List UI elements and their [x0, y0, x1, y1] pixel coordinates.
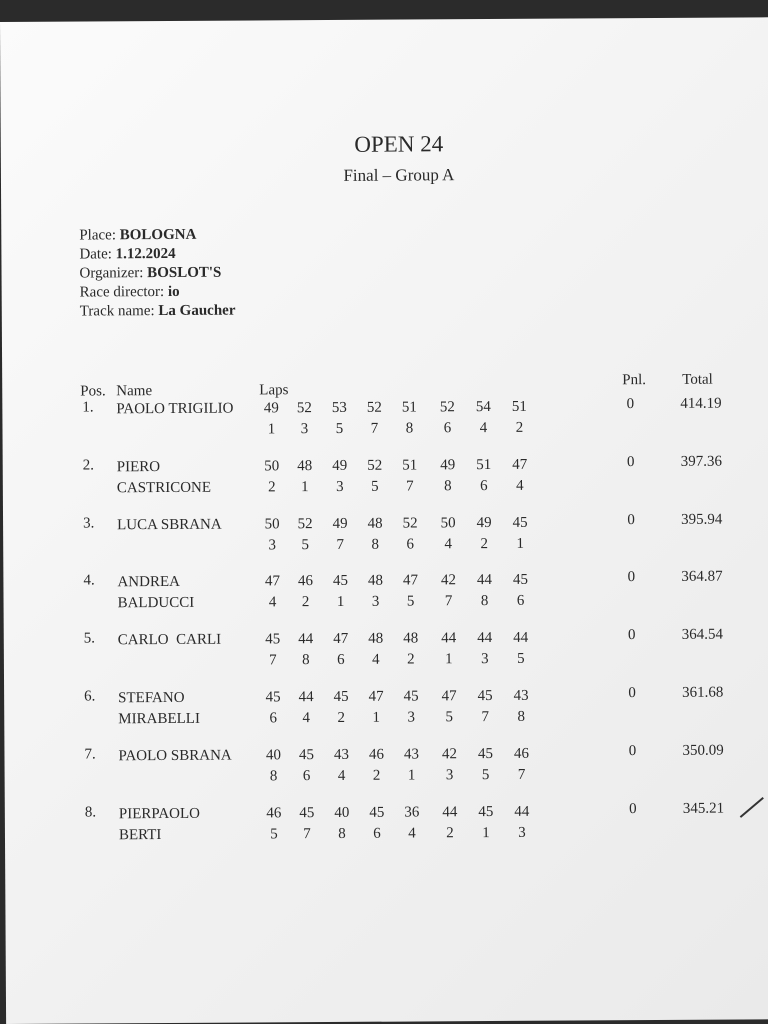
row-penalty: 0 [626, 396, 635, 413]
lane-number: 1 [301, 479, 309, 496]
driver-name-line: PIERO [116, 459, 161, 476]
lap-count: 40 [265, 747, 282, 764]
lap-count: 50 [440, 515, 456, 532]
lap-count: 43 [403, 746, 420, 763]
lap-count: 46 [368, 746, 385, 763]
lane-number: 5 [270, 826, 278, 843]
lane-number: 6 [373, 825, 381, 842]
lane-number: 1 [516, 535, 524, 552]
lane-number: 8 [405, 420, 414, 437]
results-sheet [0, 17, 768, 1024]
lane-number: 2 [372, 767, 381, 784]
lap-count: 44 [514, 803, 530, 820]
lane-number: 2 [301, 594, 310, 611]
driver-name-line: LUCA SBRANA [117, 516, 222, 534]
lap-count: 47 [333, 630, 349, 647]
lap-count: 45 [298, 747, 315, 764]
lap-count: 44 [476, 572, 492, 589]
row-penalty: 0 [628, 743, 637, 760]
lane-number: 7 [370, 420, 379, 437]
lap-count: 52 [439, 399, 455, 416]
row-driver-name [118, 630, 221, 652]
lap-count: 49 [440, 457, 456, 474]
row-total: 397.36 [680, 453, 722, 470]
lap-count: 51 [511, 398, 527, 415]
lane-number: 3 [371, 593, 380, 610]
lap-count: 49 [476, 515, 492, 532]
lap-count: 45 [512, 514, 528, 531]
driver-name-line: PAOLO TRIGILIO [116, 400, 234, 418]
column-header-pnl: Pnl. [622, 372, 647, 389]
lap-count: 49 [332, 515, 348, 532]
lap-count: 45 [265, 689, 281, 706]
lap-count: 50 [264, 516, 280, 533]
column-header-pos: Pos. [80, 383, 106, 400]
row-driver-name [116, 399, 233, 421]
driver-name-line: BERTI [118, 827, 162, 844]
lane-number: 3 [518, 824, 526, 841]
table-row [4, 684, 768, 733]
column-header-total: Total [682, 371, 713, 388]
lap-count: 51 [476, 457, 492, 474]
row-position: 7. [84, 746, 96, 763]
lane-number: 3 [336, 478, 344, 495]
lap-count: 44 [441, 630, 457, 647]
column-header-name: Name [116, 383, 153, 400]
lane-number: 6 [269, 710, 278, 727]
column-header-laps: Laps [259, 382, 289, 399]
lane-number: 4 [372, 651, 380, 668]
driver-name-line: CASTRICONE [116, 479, 212, 497]
lap-count: 52 [367, 457, 383, 474]
driver-name-line: CARLO CARLI [117, 631, 222, 649]
info-track-name: Track name: La Gaucher [79, 302, 236, 320]
driver-name-line: PIERPAOLO [118, 805, 201, 823]
row-penalty: 0 [627, 627, 636, 644]
page-subtitle: Final – Group A [343, 165, 455, 185]
lap-count: 48 [367, 515, 383, 532]
lane-number: 8 [338, 825, 346, 842]
lap-count: 43 [333, 746, 350, 763]
lap-count: 52 [402, 515, 418, 532]
lane-number: 7 [336, 536, 344, 553]
row-total: 350.09 [682, 742, 724, 759]
driver-name-line: BALDUCCI [117, 594, 195, 612]
lap-count: 47 [368, 688, 384, 705]
lane-number: 8 [269, 768, 278, 785]
table-row [4, 742, 768, 791]
lap-count: 46 [297, 573, 313, 590]
row-position: 1. [82, 399, 94, 416]
lap-count: 46 [513, 745, 530, 762]
race-info [79, 226, 235, 322]
lane-number: 1 [407, 767, 416, 784]
lap-count: 52 [296, 400, 312, 417]
lap-count: 45 [299, 805, 315, 822]
row-total: 364.87 [681, 568, 723, 585]
lane-number: 1 [372, 709, 381, 726]
pen-mark [740, 797, 764, 818]
lane-number: 5 [517, 650, 525, 667]
row-total: 414.19 [680, 395, 722, 412]
lap-count: 45 [332, 572, 348, 589]
lap-count: 49 [263, 400, 279, 417]
row-driver-name [117, 515, 222, 537]
lane-number: 7 [406, 478, 414, 495]
row-total: 395.94 [681, 511, 723, 528]
lap-count: 48 [403, 630, 419, 647]
driver-name-line: MIRABELLI [118, 710, 200, 728]
lap-count: 47 [512, 456, 528, 473]
table-row [3, 568, 768, 617]
lane-number: 3 [268, 537, 277, 554]
lap-count: 52 [297, 516, 313, 533]
lap-count: 47 [441, 688, 457, 705]
lap-count: 45 [403, 688, 419, 705]
lane-number: 7 [303, 826, 311, 843]
lap-count: 45 [477, 688, 493, 705]
lane-number: 6 [302, 768, 311, 785]
row-position: 5. [83, 630, 96, 647]
lane-number: 4 [337, 767, 346, 784]
lane-number: 8 [444, 478, 452, 495]
table-row [3, 453, 768, 502]
row-penalty: 0 [627, 512, 635, 529]
row-penalty: 0 [629, 801, 637, 818]
lap-count: 45 [369, 804, 385, 821]
driver-name-line: PAOLO SBRANA [118, 747, 232, 765]
lap-count: 48 [297, 458, 313, 475]
lap-count: 44 [298, 631, 314, 648]
table-row [3, 511, 768, 560]
table-row [2, 395, 768, 444]
driver-name-line: STEFANO [118, 689, 185, 707]
lap-count: 44 [513, 629, 529, 646]
lane-number: 2 [515, 419, 524, 436]
lap-count: 45 [265, 631, 281, 648]
info-place: Place: BOLOGNA [79, 226, 197, 244]
row-driver-name [117, 457, 211, 500]
lap-count: 36 [404, 804, 420, 821]
lap-count: 52 [366, 399, 382, 416]
lane-number: 3 [481, 651, 489, 668]
lap-count: 51 [402, 457, 418, 474]
lap-count: 45 [512, 571, 528, 588]
lane-number: 5 [301, 537, 310, 554]
row-position: 8. [84, 804, 97, 821]
lane-number: 8 [371, 536, 379, 553]
info-race-director: Race director: io [79, 283, 180, 301]
page-title: OPEN 24 [354, 131, 444, 157]
lane-number: 5 [335, 420, 344, 437]
table-row [5, 800, 768, 849]
lane-number: 5 [445, 709, 454, 726]
lap-count: 53 [331, 399, 347, 416]
lap-count: 44 [477, 630, 493, 647]
lap-count: 45 [477, 746, 494, 763]
row-total: 361.68 [682, 684, 724, 701]
row-driver-name [118, 746, 231, 768]
row-total: 345.21 [682, 800, 725, 817]
lane-number: 6 [480, 478, 488, 495]
lap-count: 47 [402, 572, 418, 589]
lane-number: 3 [445, 767, 454, 784]
row-position: 4. [83, 572, 95, 589]
table-row [4, 626, 768, 675]
lap-count: 42 [440, 572, 456, 589]
lane-number: 1 [336, 593, 345, 610]
row-position: 2. [82, 457, 95, 474]
row-driver-name [119, 804, 200, 846]
lane-number: 2 [337, 709, 346, 726]
lane-number: 4 [302, 710, 311, 727]
lane-number: 6 [337, 651, 345, 668]
lane-number: 7 [481, 709, 490, 726]
lane-number: 1 [445, 651, 453, 668]
lap-count: 43 [513, 687, 529, 704]
lane-number: 4 [444, 536, 452, 553]
info-organizer: Organizer: BOSLOT'S [79, 264, 222, 282]
row-total: 364.54 [681, 626, 724, 643]
info-date: Date: 1.12.2024 [79, 245, 176, 263]
row-penalty: 0 [626, 454, 635, 471]
lane-number: 8 [517, 708, 526, 725]
lane-number: 7 [269, 652, 277, 669]
lap-count: 44 [298, 689, 314, 706]
lap-count: 54 [475, 399, 491, 416]
lane-number: 1 [267, 421, 276, 438]
lap-count: 44 [442, 804, 458, 821]
lane-number: 6 [406, 536, 414, 553]
lane-number: 5 [481, 767, 490, 784]
lane-number: 5 [406, 593, 415, 610]
lap-count: 51 [401, 399, 417, 416]
lap-count: 45 [478, 804, 494, 821]
lap-count: 42 [441, 746, 458, 763]
lane-number: 7 [444, 593, 453, 610]
lane-number: 4 [268, 594, 277, 611]
row-penalty: 0 [628, 685, 636, 702]
lane-number: 1 [482, 825, 490, 842]
lap-count: 50 [264, 458, 280, 475]
row-penalty: 0 [627, 569, 636, 586]
lane-number: 2 [446, 825, 454, 842]
lane-number: 2 [268, 479, 276, 496]
lap-count: 40 [334, 804, 350, 821]
lane-number: 6 [516, 592, 525, 609]
row-driver-name [117, 572, 194, 614]
row-position: 3. [83, 515, 95, 532]
lap-count: 46 [266, 805, 282, 822]
row-position: 6. [84, 688, 96, 705]
lane-number: 5 [371, 478, 379, 495]
lane-number: 3 [300, 421, 309, 438]
lane-number: 2 [480, 536, 488, 553]
lap-count: 48 [368, 630, 384, 647]
lane-number: 4 [408, 825, 416, 842]
lap-count: 47 [264, 573, 280, 590]
row-driver-name [118, 688, 200, 730]
driver-name-line: ANDREA [117, 573, 180, 591]
lap-count: 48 [367, 572, 383, 589]
lane-number: 8 [480, 593, 489, 610]
lane-number: 7 [517, 766, 526, 783]
lane-number: 6 [443, 420, 452, 437]
lap-count: 45 [333, 688, 349, 705]
lane-number: 8 [302, 652, 310, 669]
lane-number: 4 [479, 420, 488, 437]
lane-number: 3 [407, 709, 416, 726]
lane-number: 2 [407, 651, 415, 668]
lane-number: 4 [516, 477, 524, 494]
lap-count: 49 [332, 457, 348, 474]
